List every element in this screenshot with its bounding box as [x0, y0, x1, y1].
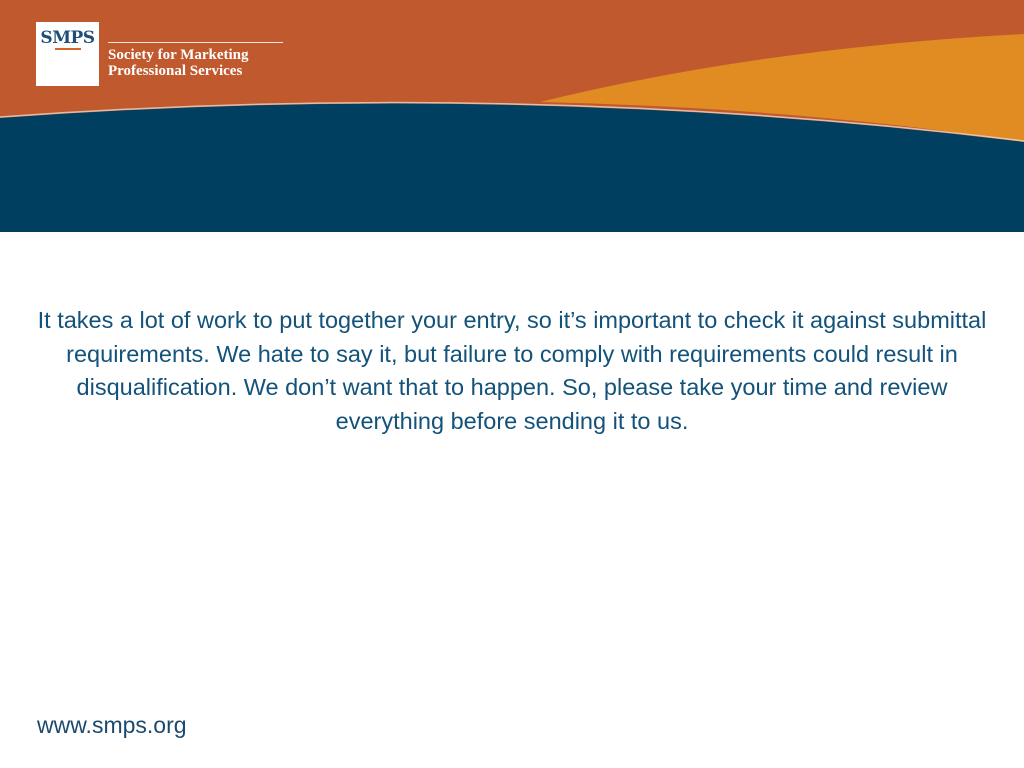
- logo-mark: SMPS: [40, 28, 95, 48]
- body-paragraph: It takes a lot of work to put together your entry, so it’s important to check it against submittal requirements. We hate to say it, but failure to comply with requirements could result in disqualification. We don’t want that to happen. So, please take your time and review everything before sending it to us.: [37, 307, 987, 434]
- organization-name: [108, 42, 283, 79]
- smps-logo: [36, 22, 99, 86]
- footer-url: www.smps.org: [37, 712, 187, 738]
- org-name-line-2: Professional Services: [108, 63, 243, 79]
- header-banner: [0, 0, 1024, 232]
- logo-underline: [55, 48, 81, 50]
- org-name-line-1: Society for Marketing: [108, 47, 249, 63]
